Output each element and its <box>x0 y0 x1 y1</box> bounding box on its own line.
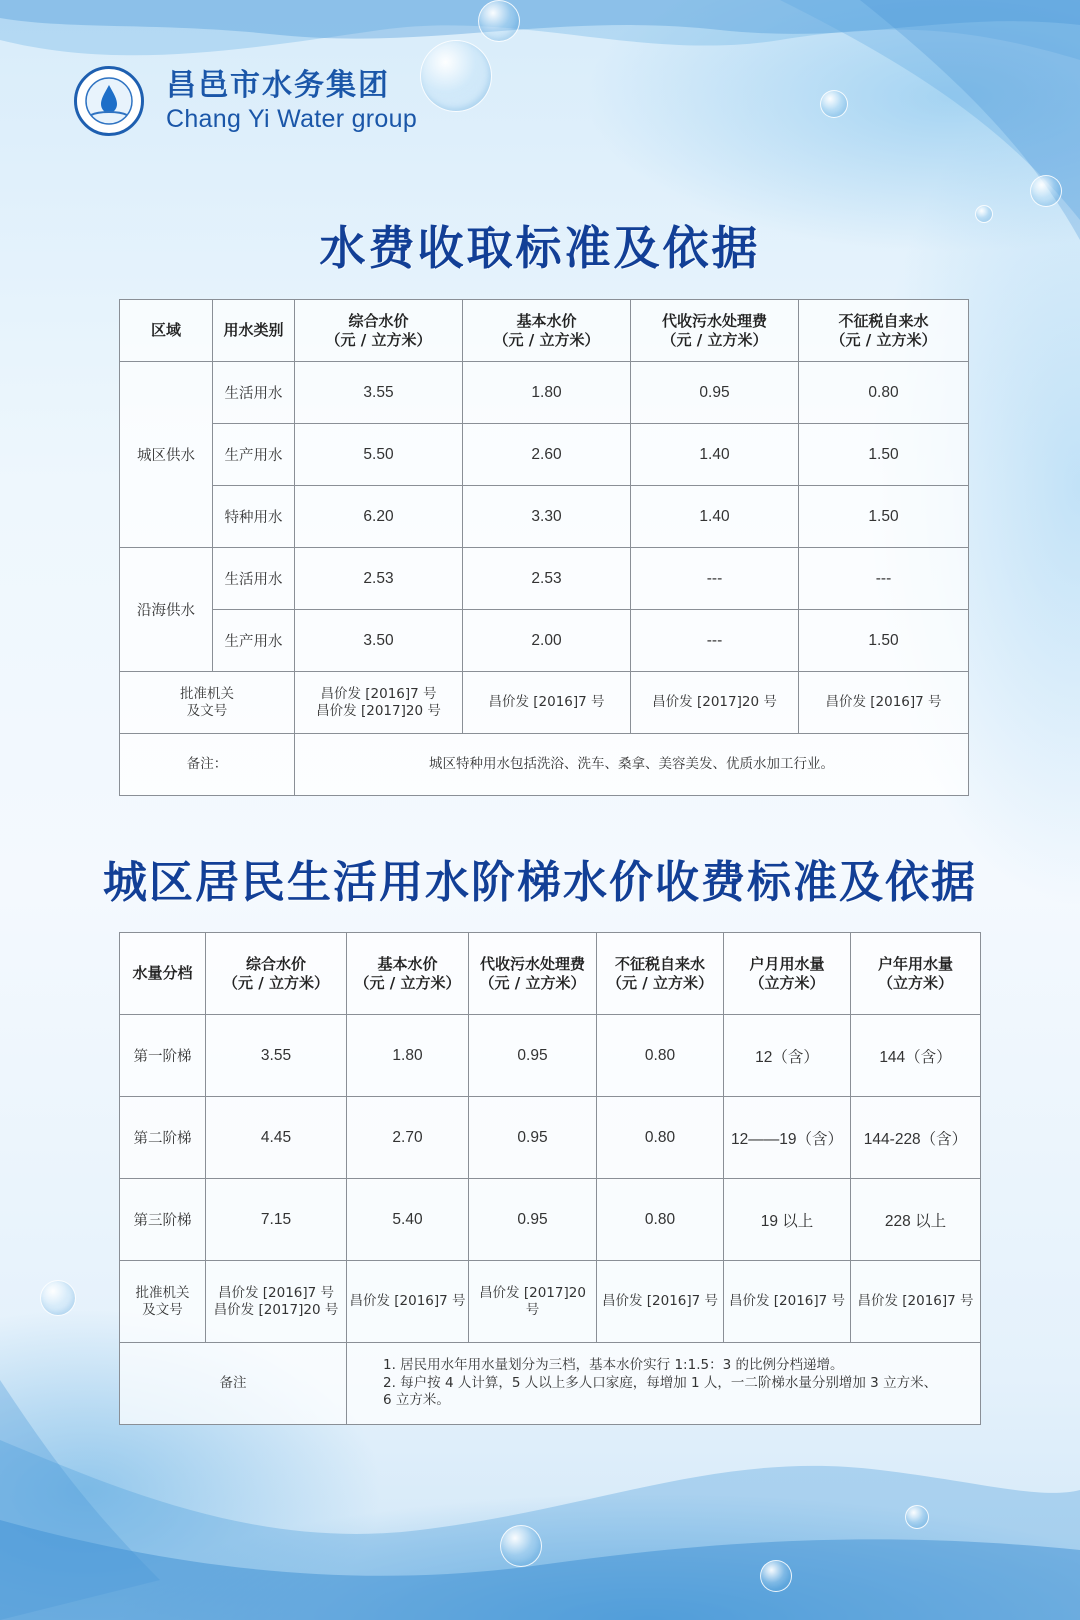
approval-doc-cell: 昌价发 [2017]20 号 <box>631 672 799 734</box>
bubble-decoration <box>500 1525 542 1567</box>
table-row <box>120 610 969 672</box>
value-cell: 0.95 <box>631 362 799 424</box>
value-cell: 0.80 <box>597 1015 724 1097</box>
approval-doc-cell: 昌价发 [2016]7 号 昌价发 [2017]20 号 <box>295 672 463 734</box>
bubble-decoration <box>40 1280 76 1316</box>
region-cell: 城区供水 <box>120 362 213 548</box>
approval-doc-cell: 昌价发 [2016]7 号 <box>463 672 631 734</box>
value-cell: 2.53 <box>463 548 631 610</box>
approval-row <box>120 672 969 734</box>
tier-cell: 第二阶梯 <box>120 1097 206 1179</box>
value-cell: 12——19（含） <box>724 1097 851 1179</box>
header-cell: 代收污水处理费 （元 / 立方米） <box>631 300 799 362</box>
value-cell: 1.50 <box>799 610 969 672</box>
water-type-cell: 生活用水 <box>213 548 295 610</box>
header-cell: 水量分档 <box>120 933 206 1015</box>
value-cell: 3.55 <box>295 362 463 424</box>
value-cell: 4.45 <box>206 1097 347 1179</box>
header-cell: 用水类别 <box>213 300 295 362</box>
company-name-en: Chang Yi Water group <box>166 104 418 133</box>
value-cell: 3.50 <box>295 610 463 672</box>
value-cell: 12（含） <box>724 1015 851 1097</box>
note-line: 6 立方米。 <box>383 1392 450 1409</box>
water-fee-standard-title: 水费收取标准及依据 <box>319 221 761 275</box>
table-row <box>120 1097 981 1179</box>
approval-doc-cell: 昌价发 [2016]7 号 昌价发 [2017]20 号 <box>206 1261 347 1343</box>
value-cell: 0.80 <box>799 362 969 424</box>
value-cell: 1.80 <box>347 1015 469 1097</box>
value-cell: --- <box>799 548 969 610</box>
bubble-decoration <box>905 1505 929 1529</box>
value-cell: 1.50 <box>799 486 969 548</box>
value-cell: 19 以上 <box>724 1179 851 1261</box>
value-cell: --- <box>631 610 799 672</box>
water-fee-standard-table <box>119 299 969 796</box>
bubble-decoration <box>478 0 520 42</box>
header-cell: 综合水价 （元 / 立方米） <box>206 933 347 1015</box>
value-cell: 1.50 <box>799 424 969 486</box>
value-cell: 3.30 <box>463 486 631 548</box>
value-cell: 0.95 <box>469 1015 597 1097</box>
approval-doc-cell: 昌价发 [2016]7 号 <box>851 1261 981 1343</box>
note-text: 城区特种用水包括洗浴、洗车、桑拿、美容美发、优质水加工行业。 <box>295 734 969 796</box>
approval-label: 批准机关 及文号 <box>120 672 295 734</box>
value-cell: 5.50 <box>295 424 463 486</box>
approval-doc-cell: 昌价发 [2016]7 号 <box>799 672 969 734</box>
note-text <box>347 1343 981 1425</box>
approval-doc-cell: 昌价发 [2017]20 号 <box>469 1261 597 1343</box>
table-row <box>120 1179 981 1261</box>
water-type-cell: 特种用水 <box>213 486 295 548</box>
value-cell: --- <box>631 548 799 610</box>
company-logo <box>74 66 144 136</box>
tier-cell: 第一阶梯 <box>120 1015 206 1097</box>
value-cell: 3.55 <box>206 1015 347 1097</box>
approval-doc-cell: 昌价发 [2016]7 号 <box>347 1261 469 1343</box>
value-cell: 144-228（含） <box>851 1097 981 1179</box>
header-cell: 不征税自来水 （元 / 立方米） <box>799 300 969 362</box>
header-cell: 代收污水处理费 （元 / 立方米） <box>469 933 597 1015</box>
table-row <box>120 548 969 610</box>
approval-doc-cell: 昌价发 [2016]7 号 <box>724 1261 851 1343</box>
table-row <box>120 362 969 424</box>
header-cell: 不征税自来水 （元 / 立方米） <box>597 933 724 1015</box>
value-cell: 2.70 <box>347 1097 469 1179</box>
tiered-pricing-table <box>119 932 981 1425</box>
note-label: 备注： <box>120 734 295 796</box>
value-cell: 2.60 <box>463 424 631 486</box>
header-cell: 户年用水量 （立方米） <box>851 933 981 1015</box>
company-name-cn: 昌邑市水务集团 <box>166 67 390 103</box>
approval-row <box>120 1261 981 1343</box>
value-cell: 0.95 <box>469 1179 597 1261</box>
note-line: 2. 每户按 4 人计算，5 人以上多人口家庭，每增加 1 人，一二阶梯水量分别增加 3 立方米、 <box>383 1374 938 1391</box>
value-cell: 2.00 <box>463 610 631 672</box>
value-cell: 2.53 <box>295 548 463 610</box>
table-header-row <box>120 300 969 362</box>
tiered-pricing-title: 城区居民生活用水阶梯水价收费标准及依据 <box>103 857 977 908</box>
table-header-row <box>120 933 981 1015</box>
bubble-decoration <box>820 90 848 118</box>
bubble-decoration <box>760 1560 792 1592</box>
header-cell: 基本水价 （元 / 立方米） <box>347 933 469 1015</box>
value-cell: 1.40 <box>631 486 799 548</box>
brand-header <box>74 66 417 136</box>
bubble-decoration <box>420 40 492 112</box>
value-cell: 228 以上 <box>851 1179 981 1261</box>
value-cell: 0.80 <box>597 1179 724 1261</box>
note-row <box>120 1343 981 1425</box>
header-cell: 户月用水量 （立方米） <box>724 933 851 1015</box>
water-drop-icon <box>77 69 141 133</box>
note-line: 1. 居民用水年用水量划分为三档，基本水价实行 1:1.5：3 的比例分档递增。 <box>383 1357 844 1374</box>
note-label: 备注 <box>120 1343 347 1425</box>
bubble-decoration <box>1030 175 1062 207</box>
value-cell: 0.80 <box>597 1097 724 1179</box>
table-row <box>120 424 969 486</box>
header-cell: 区域 <box>120 300 213 362</box>
value-cell: 6.20 <box>295 486 463 548</box>
note-row <box>120 734 969 796</box>
water-type-cell: 生产用水 <box>213 610 295 672</box>
value-cell: 144（含） <box>851 1015 981 1097</box>
table-row <box>120 1015 981 1097</box>
value-cell: 1.40 <box>631 424 799 486</box>
value-cell: 5.40 <box>347 1179 469 1261</box>
region-cell: 沿海供水 <box>120 548 213 672</box>
tier-cell: 第三阶梯 <box>120 1179 206 1261</box>
value-cell: 0.95 <box>469 1097 597 1179</box>
header-cell: 基本水价 （元 / 立方米） <box>463 300 631 362</box>
header-cell: 综合水价 （元 / 立方米） <box>295 300 463 362</box>
value-cell: 1.80 <box>463 362 631 424</box>
approval-label: 批准机关 及文号 <box>120 1261 206 1343</box>
water-type-cell: 生活用水 <box>213 362 295 424</box>
water-type-cell: 生产用水 <box>213 424 295 486</box>
approval-doc-cell: 昌价发 [2016]7 号 <box>597 1261 724 1343</box>
table-row <box>120 486 969 548</box>
value-cell: 7.15 <box>206 1179 347 1261</box>
